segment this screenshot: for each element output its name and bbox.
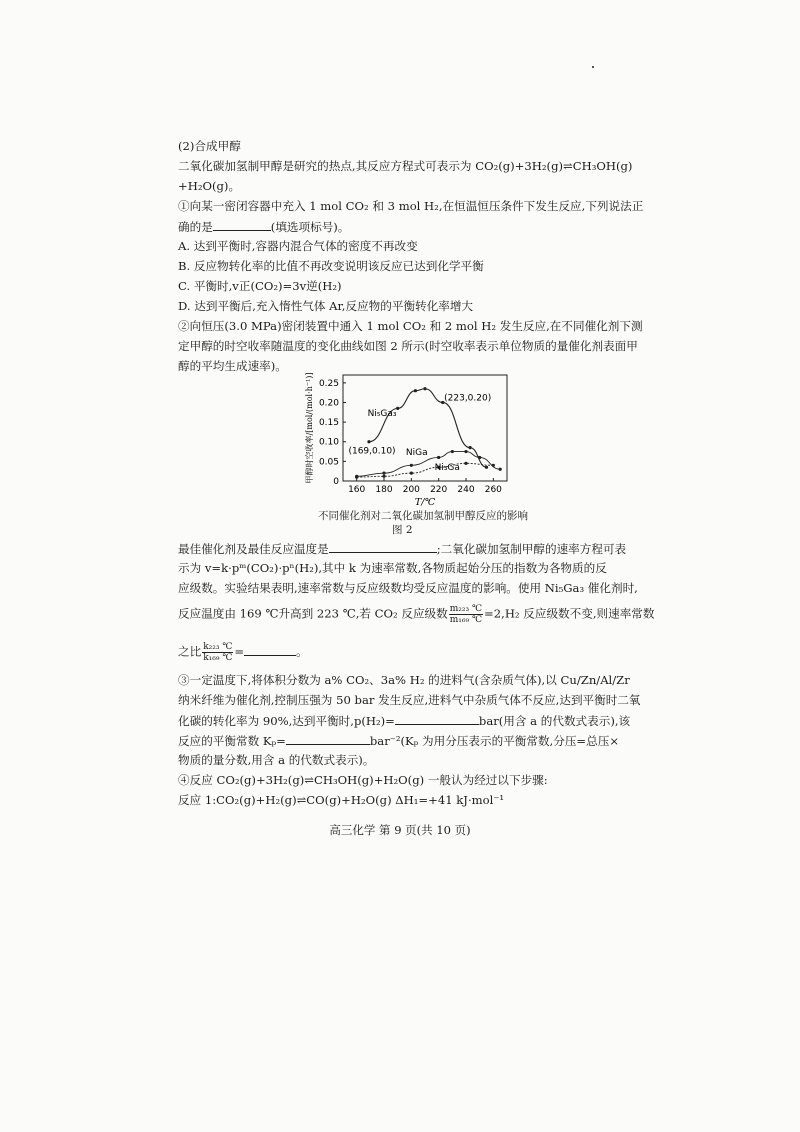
page-footer: 高三化学 第 9 页(共 10 页) [329, 823, 471, 837]
x-tick-label: 220 [430, 485, 448, 495]
y-tick-label: 0.10 [318, 437, 339, 448]
chart-caption: 不同催化剂对二氧化碳加氢制甲醇反应的影响 [318, 510, 528, 522]
y-tick-label: 0.20 [318, 398, 339, 409]
series-label-niga: NiGa [405, 448, 428, 459]
y-tick-label: 0.15 [318, 418, 339, 429]
q2-line-3: 醇的平均生成速率)。 [178, 359, 287, 373]
x-axis-label: T/℃ [414, 497, 436, 508]
q2b-line-5-head: 之比 [178, 644, 202, 659]
q1-line-2 [178, 218, 349, 235]
q3-line-5: 物质的量分数,用含 a 的代数式表示)。 [178, 753, 375, 767]
q3-line-4-tail: bar⁻²(Kₚ 为用分压表示的平衡常数,分压=总压× [369, 734, 620, 748]
data-point [410, 472, 413, 475]
annotation-223: (223,0.20) [444, 393, 492, 404]
x-tick-label: 240 [457, 485, 475, 495]
data-point [485, 466, 488, 469]
q2b-line-4-head: 反应温度由 169 ℃升高到 223 ℃,若 CO₂ 反应级数 [178, 606, 448, 621]
data-point [451, 450, 454, 453]
equals-sign: = [234, 644, 245, 659]
q3-line-4-head: 反应的平衡常数 Kₚ= [178, 734, 286, 748]
series-label-ni3ga: Ni₃Ga [434, 463, 460, 474]
q4-line-2: 反应 1:CO₂(g)+H₂(g)⇌CO(g)+H₂O(g) ΔH₁=+41 kJ·mol⁻¹ [178, 793, 505, 807]
q1-option-a: A. 达到平衡时,容器内混合气体的密度不再改变 [178, 239, 418, 253]
q1-stem: 确的是 [178, 220, 213, 234]
series-line-3 [357, 463, 494, 477]
y-tick-label: 0 [333, 477, 339, 487]
data-point [382, 475, 385, 478]
data-point [478, 456, 481, 459]
q1-answer-blank[interactable] [213, 218, 271, 231]
q2b-line-4-tail: =2,H₂ 反应级数不变,则速率常数 [484, 606, 655, 621]
q2b-line-1-tail: ;二氧化碳加氢制甲醇的速率方程可表 [436, 542, 627, 556]
data-point [355, 475, 358, 478]
q2b-stem: 最佳催化剂及最佳反应温度是 [178, 542, 329, 556]
scan-speck [592, 66, 594, 68]
data-point [464, 450, 467, 453]
q1-instruction: (填选项标号)。 [270, 220, 350, 234]
q2b-line-3: 应级数。实验结果表明,速率常数与反应级数均受反应温度的影响。使用 Ni₅Ga₃ 催化剂时, [178, 581, 638, 595]
h2-pressure-blank[interactable] [395, 712, 479, 725]
data-point [492, 464, 495, 467]
q2b-line-4 [178, 604, 654, 625]
data-point [410, 464, 413, 467]
kp-blank[interactable] [286, 732, 370, 745]
q3-line-4 [178, 732, 619, 749]
q2-line-2: 定甲醇的时空收率随温度的变化曲线如图 2 所示(时空收率表示单位物质的量催化剂表面甲 [178, 339, 638, 353]
q1-line-1: ①向某一密闭容器中充入 1 mol CO₂ 和 3 mol H₂,在恒温恒压条件下发生反应,下列说法正 [178, 199, 644, 213]
series-label-ni5ga3: Ni₅Ga₃ [367, 409, 397, 420]
q4-line-1: ④反应 CO₂(g)+3H₂(g)⇌CH₃OH(g)+H₂O(g) 一般认为经过以下步骤: [178, 773, 548, 787]
data-point [414, 389, 417, 392]
y-axis-label: 甲醇时空收率/[mol/(mol·h⁻¹)] [305, 372, 314, 484]
q2-line-1: ②向恒压(3.0 MPa)密闭装置中通入 1 mol CO₂ 和 2 mol H₂ 发生反应,在不同催化剂下测 [178, 319, 643, 333]
q1-option-c: C. 平衡时,v正(CO₂)=3v逆(H₂) [178, 279, 342, 293]
rate-constant-denominator: k₁₆₉ ℃ [203, 653, 233, 663]
q2b-line-1 [178, 540, 626, 557]
intro-line-1: 二氧化碳加氢制甲醇是研究的热点,其反应方程式可表示为 CO₂(g)+3H₂(g)⇌CH₃OH(g) [178, 159, 633, 173]
rate-constant-numerator: k₂₂₃ ℃ [203, 642, 233, 652]
data-point [464, 462, 467, 465]
q3-line-1: ③一定温度下,将体积分数为 a% CO₂、3a% H₂ 的进料气(含杂质气体),以 Cu/Zn/Al/Zr [178, 673, 630, 687]
y-tick-label: 0.05 [318, 457, 339, 468]
data-point [423, 387, 426, 390]
q2b-line-5 [178, 642, 308, 663]
section-title: (2)合成甲醇 [178, 139, 241, 153]
x-tick-label: 160 [348, 485, 366, 495]
data-point [469, 446, 472, 449]
order-ratio-numerator: m₂₂₃ ℃ [449, 604, 483, 614]
rate-constant-fraction [202, 642, 233, 663]
data-point [382, 472, 385, 475]
data-point [367, 440, 370, 443]
q2b-line-5-tail: 。 [296, 644, 308, 659]
q1-option-d: D. 达到平衡后,充入惰性气体 Ar,反应物的平衡转化率增大 [178, 299, 474, 313]
q2b-line-2: 示为 v=k·pᵐ(CO₂)·pⁿ(H₂),其中 k 为速率常数,各物质起始分压的指数为各物质的反 [178, 561, 607, 575]
order-ratio-denominator: m₁₆₉ ℃ [449, 615, 483, 625]
q1-option-b: B. 反应物转化率的比值不再改变说明该反应已达到化学平衡 [178, 259, 484, 273]
intro-line-2: +H₂O(g)。 [178, 179, 241, 193]
annotation-169: (169,0.10) [348, 446, 396, 457]
data-point [437, 456, 440, 459]
methanol-yield-chart [300, 370, 520, 510]
order-ratio-fraction [449, 604, 483, 625]
data-point [499, 468, 502, 471]
x-tick-label: 260 [484, 485, 502, 495]
x-tick-label: 180 [375, 485, 393, 495]
q3-line-3-tail: bar(用含 a 的代数式表示),该 [478, 714, 631, 728]
y-tick-label: 0.25 [318, 378, 339, 389]
figure-label: 图 2 [392, 524, 413, 536]
best-catalyst-blank[interactable] [329, 540, 437, 553]
q3-line-3 [178, 712, 630, 729]
x-tick-label: 200 [402, 485, 420, 495]
q3-line-3-head: 化碳的转化率为 90%,达到平衡时,p(H₂)= [178, 714, 395, 728]
rate-ratio-blank[interactable] [244, 643, 296, 656]
q3-line-2: 纳米纤维为催化剂,控制压强为 50 bar 发生反应,进料气中杂质气体不反应,达到平衡时二氧 [178, 693, 641, 707]
